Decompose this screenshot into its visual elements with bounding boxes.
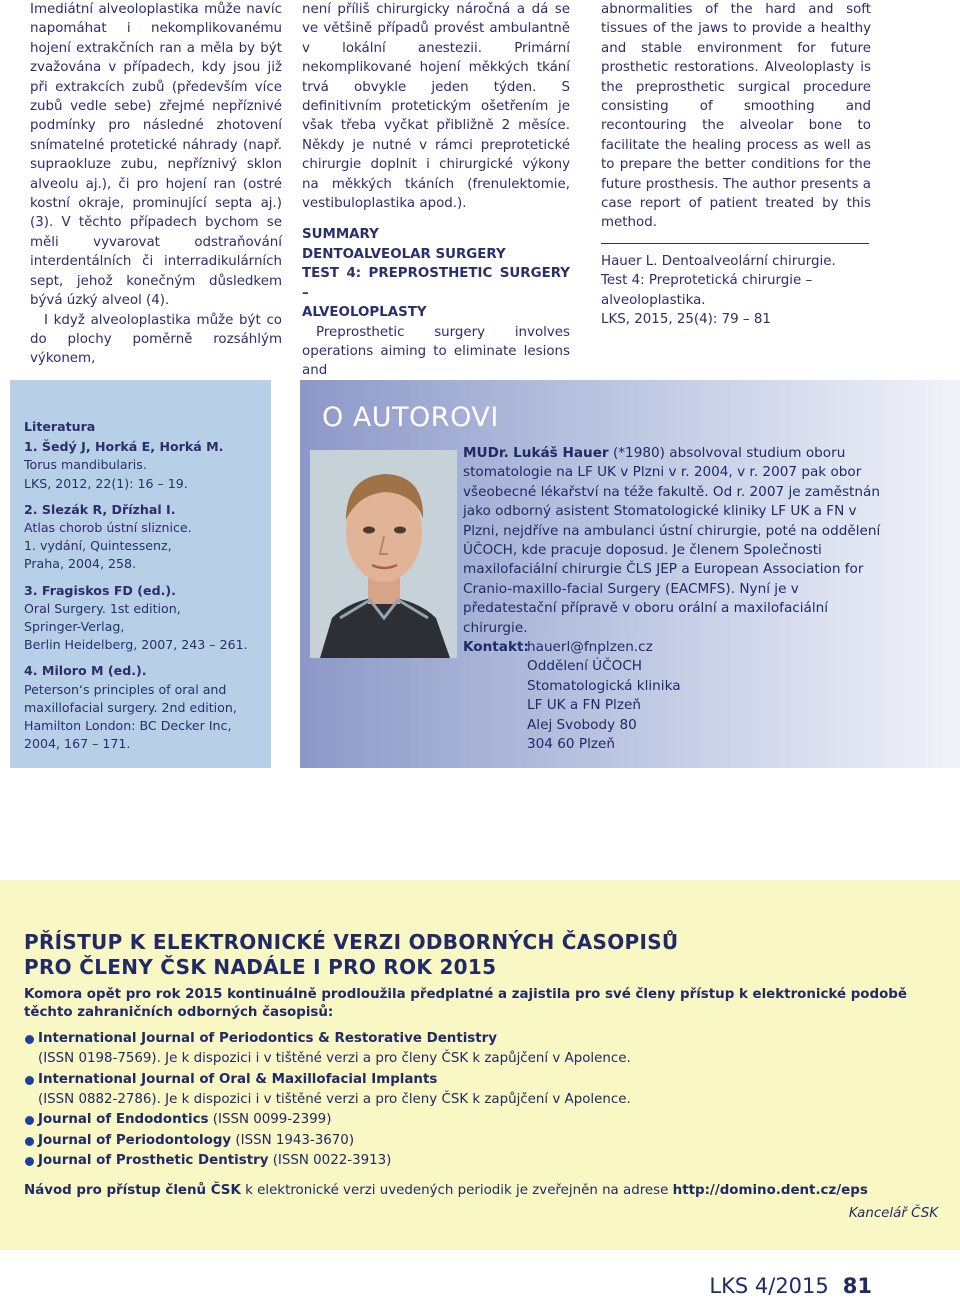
journal-name: Journal of Prosthetic Dentistry [38, 1153, 269, 1169]
reference-line: LKS, 2012, 22(1): 16 – 19. [24, 475, 188, 491]
reference-line: Hamilton London: BC Decker Inc, [24, 718, 232, 734]
signature: Kancelář ČSK [848, 1206, 938, 1222]
reference-line: 1. vydání, Quintessenz, [24, 538, 172, 554]
reference-line: 2004, 167 – 171. [24, 736, 131, 752]
reference-line: Praha, 2004, 258. [24, 556, 137, 572]
reference-author: 3. Fragiskos FD (ed.). [24, 582, 176, 598]
reference-item [24, 582, 271, 655]
article-column-1 [30, 0, 282, 369]
author-photo [310, 450, 457, 658]
citation-line: alveoloplastika. [601, 292, 706, 308]
article-column-3 [601, 0, 871, 330]
summary-paragraph: Preprosthetic surgery involves operations aiming to eliminate lesions and [302, 324, 570, 379]
citation-line: Hauer L. Dentoalveolární chirurgie. [601, 253, 836, 269]
paragraph: Imediátní alveoloplastika může navíc napomáhat i nekomplikovanému hojení extrakčních ran a měla by být zvažována v případech, kdy jsou již při extrakcích zubů (především více zubů vedle sebe) zřejmé nepříznivé podmínky pro následné zhotovení snímatelné protetické náhrady (např. supraokluze zubu, nepříznivý sklon alveolu aj.), či pro hojení ran (ostré kostní okraje, prominující septa aj.) (3). V těchto případech bychom se měli vyvarovat odstraňování interdentálních či interradikulárních sept, jehož konečným důsledkem bývá úzký alveol (4). [30, 2, 282, 309]
access-heading-line: PRO ČLENY ČSK NADÁLE I PRO ROK 2015 [24, 955, 497, 979]
journal-name: International Journal of Oral & Maxillofacial Implants [38, 1071, 438, 1087]
access-heading [24, 930, 938, 980]
summary-label: SUMMARY [302, 227, 379, 243]
journal-item [24, 1110, 938, 1130]
reference-item [24, 501, 271, 574]
citation-line: LKS, 2015, 25(4): 79 – 81 [601, 312, 771, 328]
contact-email[interactable]: hauerl@fnplzen.cz [527, 639, 653, 655]
issue-label: LKS 4/2015 [709, 1274, 829, 1298]
bullet-icon [25, 1116, 34, 1125]
author-bio [463, 444, 883, 638]
author-contact [463, 638, 681, 754]
summary-title: DENTOALVEOLAR SURGERY [302, 246, 506, 262]
reference-item [24, 662, 271, 753]
address-line: LF UK a FN Plzeň [527, 697, 641, 714]
summary-paragraph: abnormalities of the hard and soft tissues of the jaws to provide a healthy and stable environment for future prosthetic restorations. Alveoloplasty is the preprosthetic surgical procedure consisting of smoothing and recontouring the alveolar bone to facilitate the healing process as well as to prepare the better conditions for the future prosthesis. The author presents a case report of patient treated by this method. [601, 2, 871, 231]
address-line: Stomatologická klinika [527, 677, 681, 694]
reference-item [24, 438, 271, 493]
literature-heading: Literatura [24, 419, 96, 434]
access-heading-line: PŘÍSTUP K ELEKTRONICKÉ VERZI ODBORNÝCH ČASOPISŮ [24, 930, 679, 954]
reference-author: 2. Slezák R, Dřízhal I. [24, 501, 176, 517]
journal-issn: (ISSN 0099-2399) [208, 1112, 332, 1128]
literature-box [10, 380, 271, 768]
page-footer [709, 1274, 872, 1298]
bullet-icon [25, 1157, 34, 1166]
article-column-2 [302, 0, 570, 381]
summary-heading [302, 225, 570, 322]
summary-subtitle-2: ALVEOLOPLASTY [302, 305, 427, 321]
electronic-access-box [0, 880, 960, 1250]
access-guide [24, 1182, 938, 1200]
bullet-icon [25, 1137, 34, 1146]
reference-line: Atlas chorob ústní sliznice. [24, 520, 192, 536]
paragraph: není příliš chirurgicky náročná a dá se ve většině případů provést ambulantně v lokální anestezii. Primární nekomplikované hojení měkkých tkání trvá obvykle jeden týden. S definitivním protetickým ošetřením je však třeba vyčkat přibližně 2 měsíce. Někdy je nutné v rámci preprotetické chirurgie doplnit i chirurgické výkony na měkkých tkáních (frenulektomie, vestibuloplastika apod.). [302, 2, 570, 212]
journal-note: (ISSN 0198-7569). Je k dispozici i v tištěné verzi a pro členy ČSK k zapůjčení v Apolence. [38, 1051, 631, 1067]
journal-item [24, 1070, 938, 1111]
divider [601, 243, 869, 244]
journal-list [24, 1029, 938, 1172]
guide-text: k elektronické verzi uvedených periodik je zveřejněn na adrese [240, 1182, 673, 1198]
reference-line: Springer-Verlag, [24, 619, 125, 635]
bullet-icon [25, 1076, 34, 1085]
guide-label: Návod pro přístup členů ČSK [24, 1182, 241, 1198]
about-author-box [300, 380, 960, 768]
reference-line: Oral Surgery. 1st edition, [24, 600, 181, 616]
author-name: Lukáš Hauer [513, 445, 609, 461]
access-lead: Komora opět pro rok 2015 kontinuálně prodloužila předplatné a zajistila pro své členy přístup k elektronické podobě těchto zahraničních odborných časopisů: [24, 987, 907, 1021]
journal-note: (ISSN 0882-2786). Je k dispozici i v tištěné verzi a pro členy ČSK k zapůjčení v Apolence. [38, 1092, 631, 1108]
journal-item [24, 1151, 938, 1171]
contact-label: Kontakt: [463, 639, 529, 655]
reference-author: 1. Šedý J, Horká E, Horká M. [24, 439, 224, 455]
journal-name: Journal of Endodontics [38, 1112, 209, 1128]
reference-line: Torus mandibularis. [24, 457, 147, 473]
bullet-icon [25, 1035, 34, 1044]
page-number: 81 [842, 1274, 872, 1298]
journal-name: Journal of Periodontology [38, 1132, 232, 1148]
paragraph: I když alveoloplastika může být co do plochy poměrně rozsáhlým výkonem, [30, 312, 282, 367]
address-line: Alej Svobody 80 [527, 716, 637, 733]
reference-line: Peterson‘s principles of oral and [24, 681, 227, 697]
reference-line: Berlin Heidelberg, 2007, 243 – 261. [24, 637, 248, 653]
journal-issn: (ISSN 0022-3913) [268, 1153, 392, 1169]
about-author-title: O AUTOROVI [322, 402, 499, 433]
author-bio-text: (*1980) absolvoval studium oboru stomatologie na LF UK v Plzni v r. 2004, v r. 2007 pak obor všeobecné lékařství na téže fakultě. Od r. 2007 je zaměstnán jako odborný asistent Stomatologické kliniky LF UK a FN v Plzni, nejdříve na ambulanci ústní chirurgie, poté na oddělení ÚČOCH, kde pracuje doposud. Je členem Společnosti maxilofaciální chirurgie ČLS JEP a European Association for Cranio-maxillo-facial Surgery (EACMFS). Nyní je v předatestační přípravě v oboru orální a maxilofaciální chirurgie. [463, 445, 881, 636]
author-title: MUDr. [463, 445, 509, 461]
address-line: 304 60 Plzeň [527, 736, 615, 753]
journal-item [24, 1131, 938, 1151]
journal-name: International Journal of Periodontics & Restorative Dentistry [38, 1030, 498, 1046]
address-line: Oddělení ÚČOCH [527, 658, 643, 675]
guide-url-link[interactable]: http://domino.dent.cz/eps [672, 1182, 868, 1198]
journal-issn: (ISSN 1943-3670) [231, 1132, 355, 1148]
reference-author: 4. Miloro M (ed.). [24, 663, 147, 679]
summary-subtitle: TEST 4: PREPROSTHETIC SURGERY – [302, 266, 570, 301]
journal-item [24, 1029, 938, 1070]
citation-line: Test 4: Preprotetická chirurgie – [601, 273, 813, 289]
author-portrait-illustration [310, 450, 457, 658]
reference-line: maxillofacial surgery. 2nd edition, [24, 699, 237, 715]
citation [601, 252, 871, 330]
